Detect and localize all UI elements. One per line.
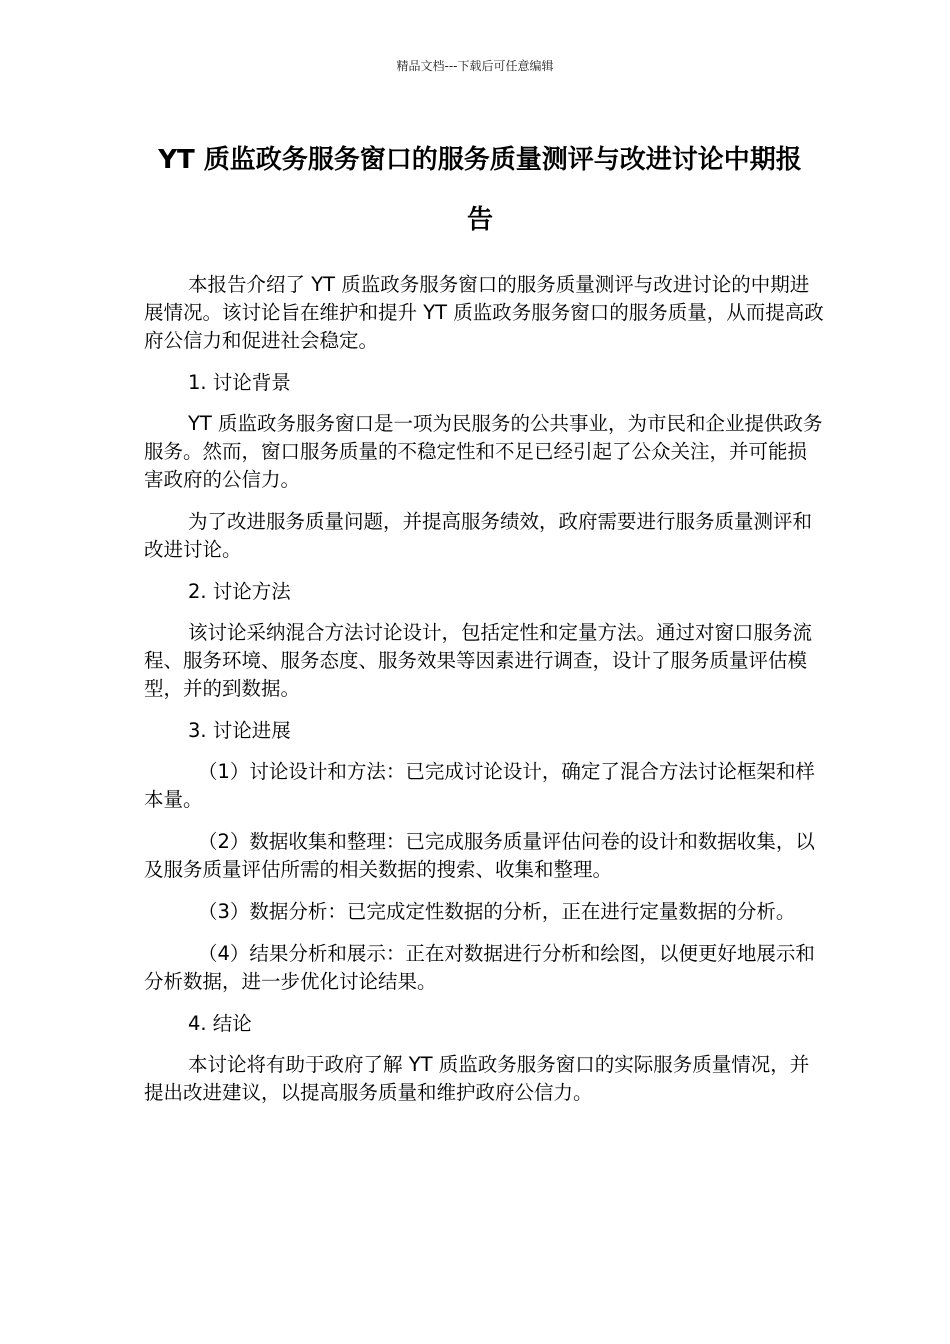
section-heading-method: 2. 讨论方法 [188,580,291,603]
progress-item-3: （3）数据分析：已完成定性数据的分析，正在进行定量数据的分析。 [198,900,796,923]
header-watermark: 精品文档---下载后可任意编辑 [396,59,554,73]
conclusion-paragraph: 本讨论将有助于政府了解 YT 质监政务服务窗口的实际服务质量情况，并提出改进建议，以提高服务质量和维护政府公信力。 [144,1053,810,1104]
method-paragraph: 该讨论采纳混合方法讨论设计，包括定性和定量方法。通过对窗口服务流程、服务环境、服务态度、服务效果等因素进行调查，设计了服务质量评估模型，并的到数据。 [144,621,813,700]
section-heading-progress: 3. 讨论进展 [188,719,291,742]
progress-item-4: （4）结果分析和展示：正在对数据进行分析和绘图，以便更好地展示和分析数据，进一步优化讨论结果。 [144,942,815,993]
progress-item-2: （2）数据收集和整理：已完成服务质量评估问卷的设计和数据收集，以及服务质量评估所需的相关数据的搜索、收集和整理。 [144,830,815,881]
document-title: YT 质监政务服务窗口的服务质量测评与改进讨论中期报告 [158,145,802,235]
background-paragraph-1: YT 质监政务服务窗口是一项为民服务的公共事业，为市民和企业提供政务服务。然而，窗口服务质量的不稳定性和不足已经引起了公众关注，并可能损害政府的公信力。 [144,412,823,491]
intro-paragraph: 本报告介绍了 YT 质监政务服务窗口的服务质量测评与改进讨论的中期进展情况。该讨论旨在维护和提升 YT 质监政务服务窗口的服务质量，从而提高政府公信力和促进社会稳定。 [144,273,824,352]
section-heading-background: 1. 讨论背景 [188,371,291,394]
background-paragraph-2: 为了改进服务质量问题，并提高服务绩效，政府需要进行服务质量测评和改进讨论。 [144,510,813,561]
progress-item-1: （1）讨论设计和方法：已完成讨论设计，确定了混合方法讨论框架和样本量。 [144,760,815,811]
document-body [144,271,824,1121]
section-heading-conclusion: 4. 结论 [188,1012,252,1035]
